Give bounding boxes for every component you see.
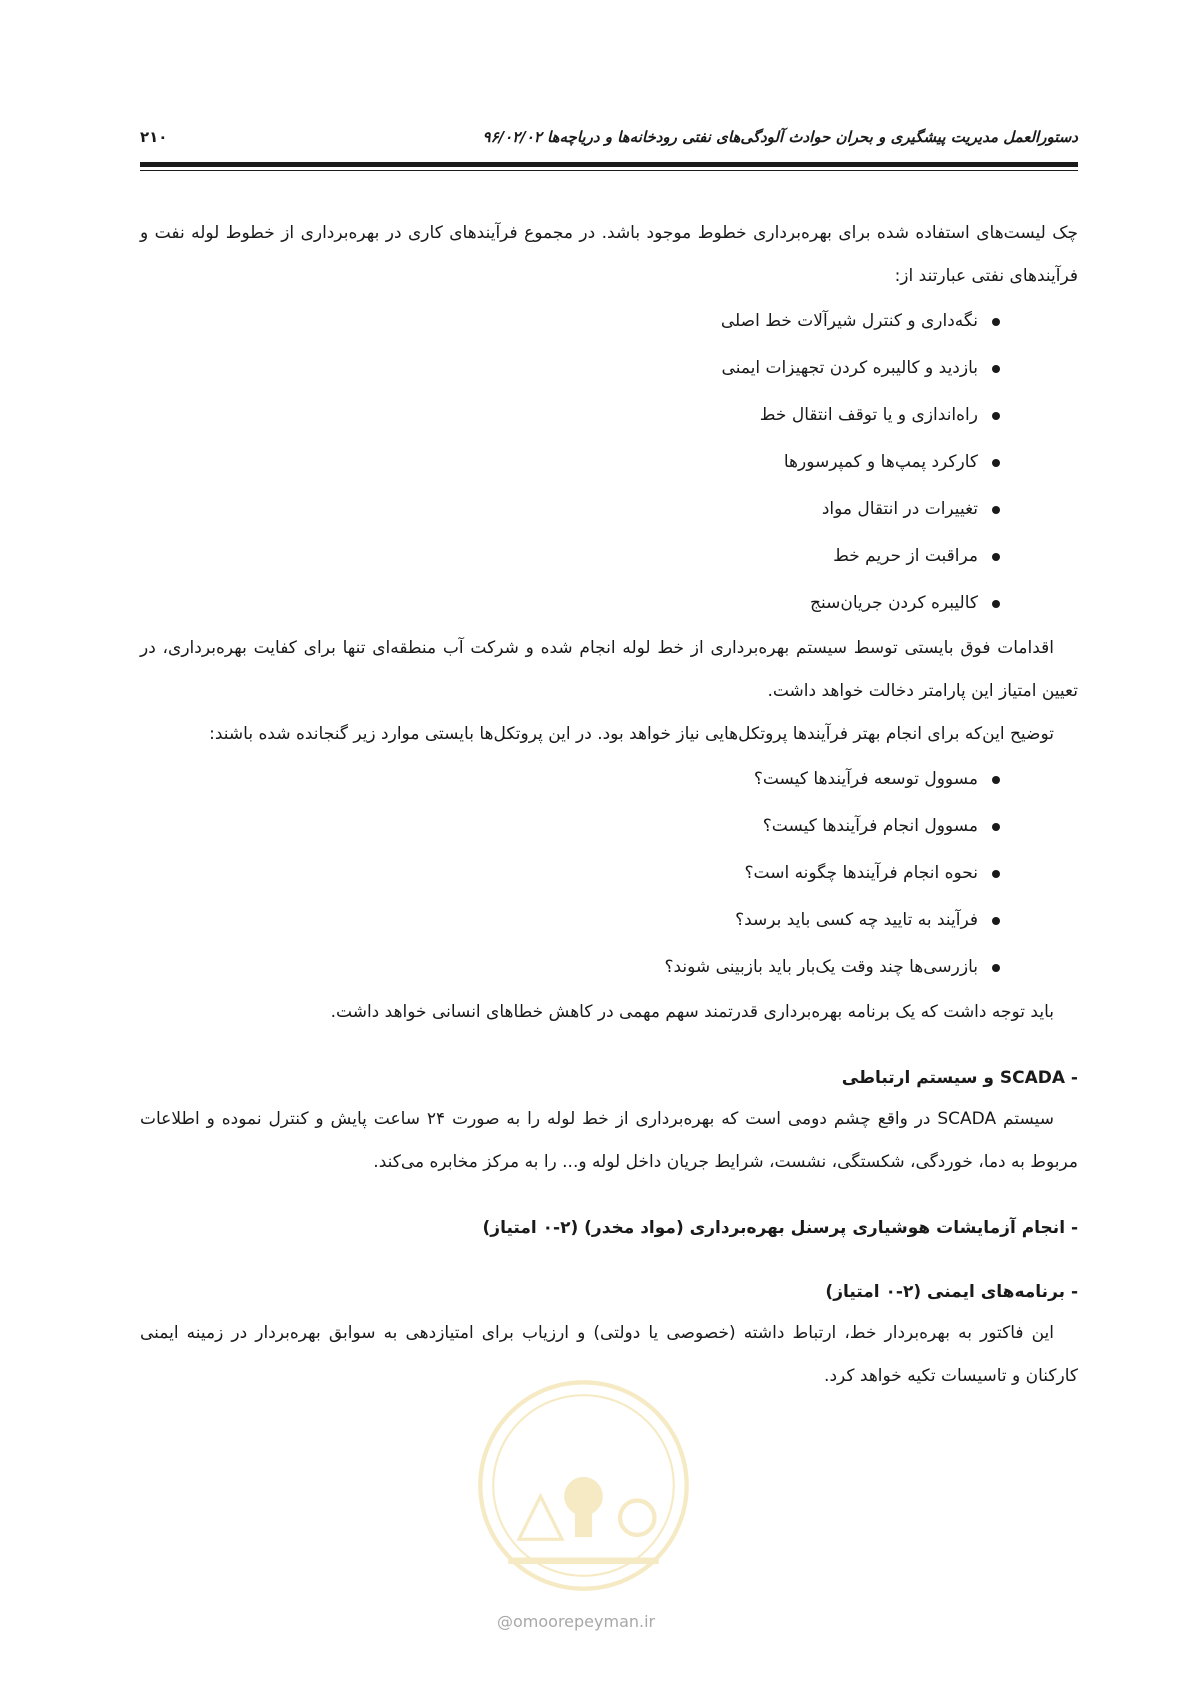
list-item: کارکرد پمپ‌ها و کمپرسورها [140, 439, 1000, 486]
list-item: مسوول انجام فرآیندها کیست؟ [140, 803, 1000, 850]
section-heading-tests: - انجام آزمایشات هوشیاری پرسنل بهره‌برداری (مواد مخدر) (۲-۰ امتیاز) [482, 1218, 1078, 1238]
list-item: کالیبره کردن جریان‌سنج [140, 580, 1000, 627]
paragraph: باید توجه داشت که یک برنامه بهره‌برداری قدرتمند سهم مهمی در کاهش خطاهای انسانی خواهد داشت. [330, 1002, 1054, 1022]
paragraph: اقدامات فوق بایستی توسط سیستم بهره‌برداری از خط لوله انجام شده و شرکت آب منطقه‌ای تنها برای کفایت بهره‌برداری، در تعیین امتیاز این پارامتر دخالت خواهد داشت. [140, 638, 1078, 701]
intro-paragraph: چک لیست‌های استفاده شده برای بهره‌برداری خطوط موجود باشد. در مجموع فرآیندهای کاری در بهره‌برداری از خطوط لوله نفت و فرآیندهای نفتی عبارتند از: [140, 223, 1078, 286]
watermark-seal-icon [476, 1378, 691, 1593]
list-item: بازرسی‌ها چند وقت یک‌بار باید بازبینی شوند؟ [140, 944, 1000, 991]
section-heading-scada: - SCADA و سیستم ارتباطی [841, 1068, 1078, 1088]
process-list [140, 298, 1078, 627]
list-item: راه‌اندازی و یا توقف انتقال خط [140, 392, 1000, 439]
protocol-list [140, 756, 1078, 991]
list-item: مسوول توسعه فرآیندها کیست؟ [140, 756, 1000, 803]
list-item: نگه‌داری و کنترل شیرآلات خط اصلی [140, 298, 1000, 345]
header-rule-thick [140, 162, 1078, 167]
list-item: فرآیند به تایید چه کسی باید برسد؟ [140, 897, 1000, 944]
body-content [140, 212, 1078, 1398]
list-item: مراقبت از حریم خط [140, 533, 1000, 580]
paragraph: سیستم SCADA در واقع چشم دومی است که بهره‌برداری از خط لوله را به صورت ۲۴ ساعت پایش و کنترل نموده و اطلاعات مربوط به دما، خوردگی، شکستگی، نشست، شرایط جریان داخل لوله و... را به مرکز مخابره می‌کند. [140, 1109, 1078, 1172]
list-item: نحوه انجام فرآیندها چگونه است؟ [140, 850, 1000, 897]
header-title: دستورالعمل مدیریت پیشگیری و بحران حوادث آلودگی‌های نفتی رودخانه‌ها و دریاچه‌ها ۹۶/۰۲/۰۲ [482, 128, 1078, 146]
paragraph: توضیح این‌که برای انجام بهتر فرآیندها پروتکل‌هایی نیاز خواهد بود. در این پروتکل‌ها بایستی موارد زیر گنجانده شده باشند: [209, 724, 1054, 744]
list-item: تغییرات در انتقال مواد [140, 486, 1000, 533]
paragraph: این فاکتور به بهره‌بردار خط، ارتباط داشته (خصوصی یا دولتی) و ارزیاب برای امتیازدهی به سوابق بهره‌بردار در زمینه ایمنی کارکنان و تاسیسات تکیه خواهد کرد. [140, 1323, 1078, 1386]
page-number: ۲۱۰ [140, 128, 168, 146]
list-item: بازدید و کالیبره کردن تجهیزات ایمنی [140, 345, 1000, 392]
page-header [140, 128, 1078, 158]
section-heading-safety: - برنامه‌های ایمنی (۲-۰ امتیاز) [825, 1282, 1078, 1302]
header-rule-thin [140, 170, 1078, 171]
watermark-text: @omoorepeyman.ir [497, 1612, 656, 1631]
